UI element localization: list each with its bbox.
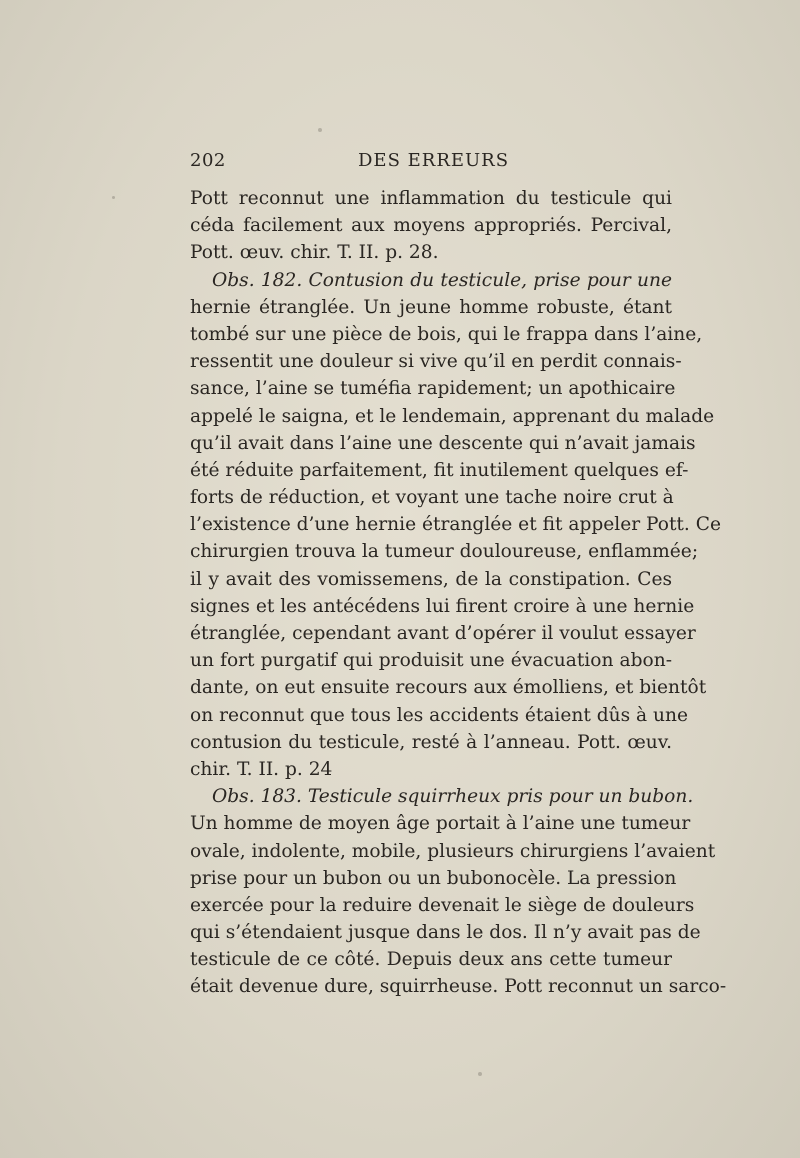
text-line: testicule de ce côté. Depuis deux ans cette tumeur <box>190 949 672 971</box>
text-line: il y avait des vomissemens, de la constipation. Ces <box>190 568 672 590</box>
text-line: été réduite parfaitement, fit inutilement quelques ef- <box>190 459 689 481</box>
paper-spot <box>318 128 322 132</box>
text-line: chir. T. II. p. 24 <box>190 758 333 780</box>
text-line: un fort purgatif qui produisit une évacuation abon- <box>190 650 672 672</box>
text-line: signes et les antécédens lui firent croire à une hernie <box>190 595 695 617</box>
text-line: Pott reconnut une inflammation du testicule qui <box>190 188 672 209</box>
text-line: était devenue dure, squirrheuse. Pott reconnut un sarco- <box>190 976 727 998</box>
paper-spot <box>112 196 115 199</box>
observation-heading-line: Obs. 182. Contusion du testicule, prise pour une <box>212 269 672 291</box>
text-line: hernie étranglée. Un jeune homme robuste, étant <box>190 296 672 318</box>
page-number: 202 <box>190 150 226 171</box>
text-line: prise pour un bubon ou un bubonocèle. La pression <box>190 867 677 889</box>
running-head: DES ERREURS <box>358 150 510 171</box>
text-line: exercée pour la reduire devenait le siège de douleurs <box>190 894 695 916</box>
paper-spot <box>478 1072 482 1076</box>
text-line: ovale, indolente, mobile, plusieurs chirurgiens l’avaient <box>190 840 716 862</box>
text-line: on reconnut que tous les accidents étaient dûs à une <box>190 704 688 726</box>
text-line: appelé le saigna, et le lendemain, apprenant du malade <box>190 405 715 427</box>
text-line: forts de réduction, et voyant une tache noire crut à <box>190 487 674 509</box>
text-line: qui s’étendaient jusque dans le dos. Il n’y avait pas de <box>190 922 701 944</box>
text-line: tombé sur une pièce de bois, qui le frappa dans l’aine, <box>190 323 703 345</box>
text-line: céda facilement aux moyens appropriés. Percival, <box>190 215 672 237</box>
text-line: qu’il avait dans l’aine une descente qui n’avait jamais <box>190 432 696 454</box>
text-line: chirurgien trouva la tumeur douloureuse, enflammée; <box>190 541 699 563</box>
text-line: Un homme de moyen âge portait à l’aine une tumeur <box>190 813 691 835</box>
body-text <box>190 185 727 1001</box>
text-line: l’existence d’une hernie étranglée et fit appeler Pott. Ce <box>190 514 721 536</box>
text-line: Pott. œuv. chir. T. II. p. 28. <box>190 242 439 264</box>
text-line: dante, on eut ensuite recours aux émolliens, et bientôt <box>190 677 707 699</box>
text-line: ressentit une douleur si vive qu’il en perdit connais- <box>190 351 682 373</box>
text-line: étranglée, cependant avant d’opérer il voulut essayer <box>190 623 696 644</box>
observation-heading-line: Obs. 183. Testicule squirrheux pris pour un bubon. <box>212 786 694 808</box>
text-line: sance, l’aine se tuméfia rapidement; un apothicaire <box>190 378 676 400</box>
text-line: contusion du testicule, resté à l’anneau. Pott. œuv. <box>190 731 672 753</box>
page-header <box>190 150 670 180</box>
